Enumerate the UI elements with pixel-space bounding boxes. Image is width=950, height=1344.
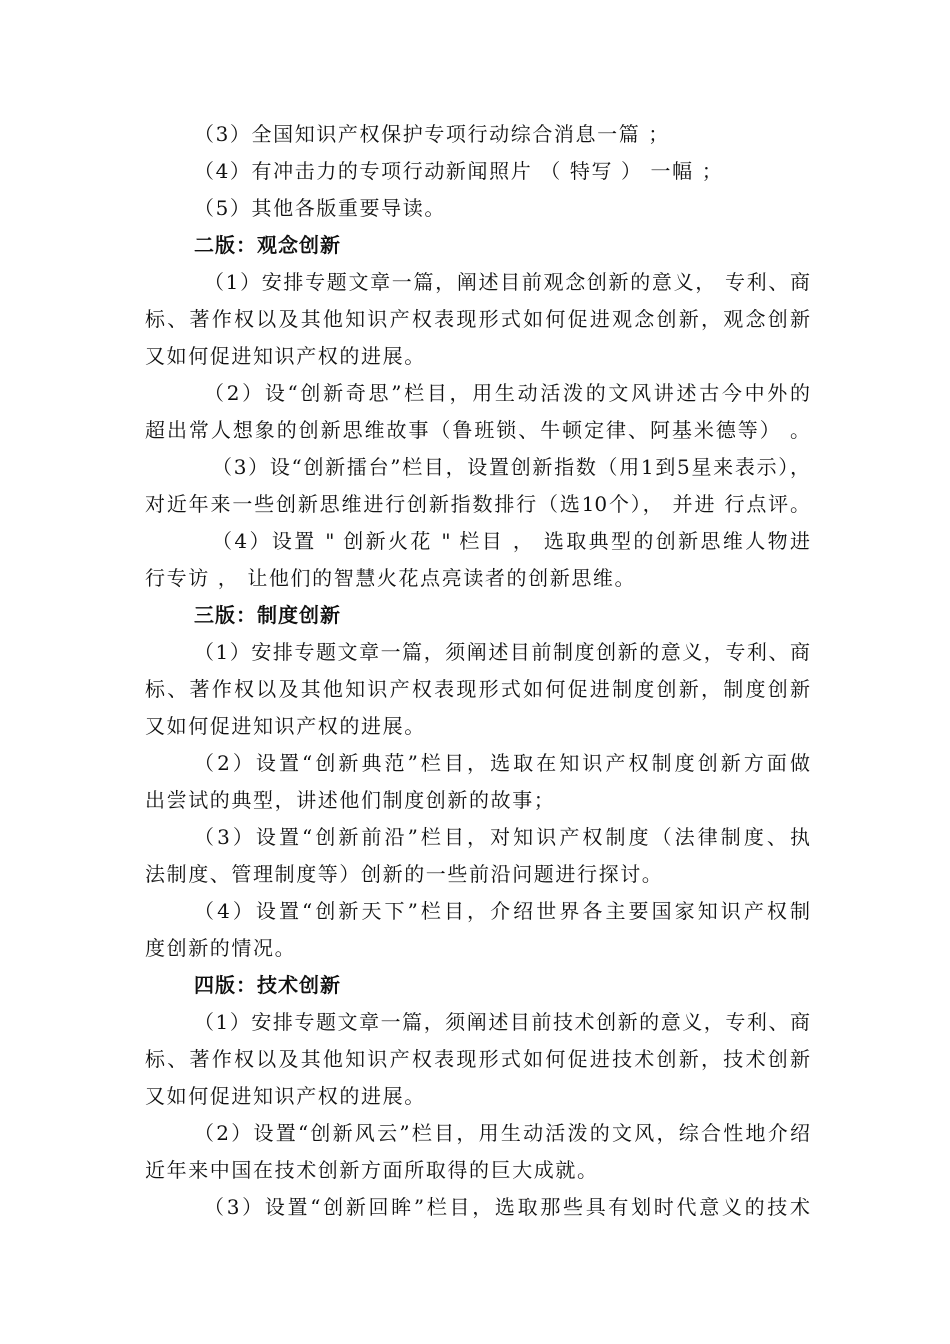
section-4-item-2-line-2: 近年来中国在技术创新方面所取得的巨大成就。 <box>145 1158 599 1182</box>
section-3-item-2-line-1: （2）设置“创新典范”栏目，选取在知识产权制度创新方面做 <box>194 751 810 775</box>
section-3-item-1-line-3: 又如何促进知识产权的进展。 <box>145 714 426 738</box>
section-3-item-1-line-2: 标、著作权以及其他知识产权表现形式如何促进制度创新，制度创新 <box>145 677 810 701</box>
section-2-item-3-line-1: （3）设“创新擂台”栏目，设置创新指数（用1到5星来表示）， <box>212 455 810 479</box>
section-2-item-4-line-2: 行专访 ， 让他们的智慧火花点亮读者的创新思维。 <box>145 566 637 590</box>
section-heading-4: 四版：技术创新 <box>194 973 341 997</box>
section-4-item-1-line-3: 又如何促进知识产权的进展。 <box>145 1084 426 1108</box>
section-4-item-3-line-1: （3）设置“创新回眸”栏目，选取那些具有划时代意义的技术 <box>204 1195 810 1219</box>
section-3-item-3-line-2: 法制度、管理制度等）创新的一些前沿问题进行探讨。 <box>145 862 664 886</box>
section-2-item-4-line-1: （4）设置 " 创新火花 " 栏目 ， 选取典型的创新思维人物进 <box>212 529 810 553</box>
section-2-item-1-line-1: （1）安排专题文章一篇，阐述目前观念创新的意义， 专利、商 <box>204 270 810 294</box>
item-line-1-3: （3）全国知识产权保护专项行动综合消息一篇 ； <box>194 122 670 146</box>
section-2-item-2-line-1: （2）设“创新奇思”栏目，用生动活泼的文风讲述古今中外的 <box>204 381 810 405</box>
section-3-item-1-line-1: （1）安排专题文章一篇，须阐述目前制度创新的意义，专利、商 <box>194 640 810 664</box>
section-3-item-2-line-2: 出尝试的典型，讲述他们制度创新的故事； <box>145 788 556 812</box>
section-heading-3: 三版：制度创新 <box>194 603 341 627</box>
section-4-item-2-line-1: （2）设置“创新风云”栏目，用生动活泼的文风，综合性地介绍 <box>194 1121 810 1145</box>
section-3-item-4-line-1: （4）设置“创新天下”栏目，介绍世界各主要国家知识产权制 <box>194 899 810 923</box>
section-2-item-2-line-2: 超出常人想象的创新思维故事（鲁班锁、牛顿定律、阿基米德等） 。 <box>145 418 810 442</box>
section-2-item-1-line-3: 又如何促进知识产权的进展。 <box>145 344 426 368</box>
section-4-item-1-line-1: （1）安排专题文章一篇，须阐述目前技术创新的意义，专利、商 <box>194 1010 810 1034</box>
section-4-item-1-line-2: 标、著作权以及其他知识产权表现形式如何促进技术创新，技术创新 <box>145 1047 810 1071</box>
item-line-1-5: （5）其他各版重要导读。 <box>194 196 446 220</box>
section-3-item-4-line-2: 度创新的情况。 <box>145 936 297 960</box>
section-heading-2: 二版：观念创新 <box>194 233 341 257</box>
section-3-item-3-line-1: （3）设置“创新前沿”栏目，对知识产权制度（法律制度、执 <box>194 825 810 849</box>
section-2-item-3-line-2: 对近年来一些创新思维进行创新指数排行（选10个）， 并进 行点评。 <box>145 492 810 516</box>
section-2-item-1-line-2: 标、著作权以及其他知识产权表现形式如何促进观念创新，观念创新 <box>145 307 810 331</box>
item-line-1-4: （4）有冲击力的专项行动新闻照片 （ 特写 ） 一幅 ； <box>194 159 724 183</box>
